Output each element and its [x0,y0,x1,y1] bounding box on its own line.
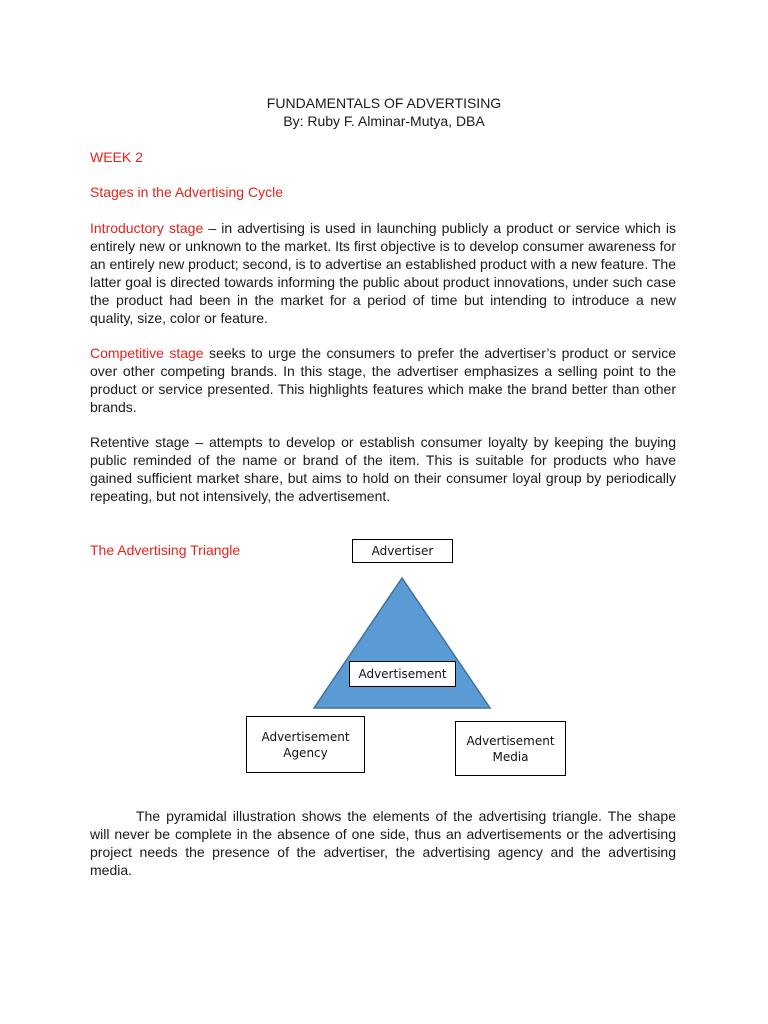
triangle-heading: The Advertising Triangle [90,542,241,558]
week-label: WEEK 2 [90,149,143,165]
media-box [455,721,566,776]
document-title: FUNDAMENTALS OF ADVERTISING [266,95,502,111]
advertiser-label: Advertiser [371,544,434,558]
agency-label-line1: Advertisement [261,729,350,744]
agency-label-line2: Agency [283,745,328,760]
triangle-shape [314,578,490,708]
media-label-line2: Media [492,749,529,764]
advertisement-box [349,661,456,687]
introductory-term: Introductory stage [90,220,204,236]
competitive-text: seeks to urge the consumers to prefer the advertiser’s product or service over other competing brands. In this stage, the advertiser emphasizes a selling point to the product or service presented. This highlights features which make the brand better than other brands. [90,345,677,415]
advertiser-box [352,539,453,563]
document-author: By: Ruby F. Alminar-Mutya, DBA [283,113,485,129]
competitive-term: Competitive stage [90,345,204,361]
media-label-line1: Advertisement [466,733,555,748]
closing-paragraph: The pyramidal illustration shows the elements of the advertising triangle. The shape will never be complete in the absence of one side, thus an advertisements or the advertising project needs the presence of the advertiser, the advertising agency and the advertising media. [90,808,676,878]
section-heading: Stages in the Advertising Cycle [90,184,283,200]
introductory-text: – in advertising is used in launching publicly a product or service which is entirely new or unknown to the market. Its first objective is to develop consumer awareness for an entirely new product; second, is to advertise an established product with a new feature. The latter goal is directed towards informing the public about product innovations, under such case the product had been in the market for a period of time but intending to introduce a new quality, size, color or feature. [90,220,677,326]
advertisement-label: Advertisement [358,667,447,681]
retentive-paragraph: Retentive stage – attempts to develop or establish consumer loyalty by keeping the buying public reminded of the name or brand of the item. This is suitable for products who have gained sufficient market share, but aims to hold on their consumer loyal group by periodically repeating, but not intensively, the advertisement. [90,434,676,504]
agency-box [246,716,365,773]
